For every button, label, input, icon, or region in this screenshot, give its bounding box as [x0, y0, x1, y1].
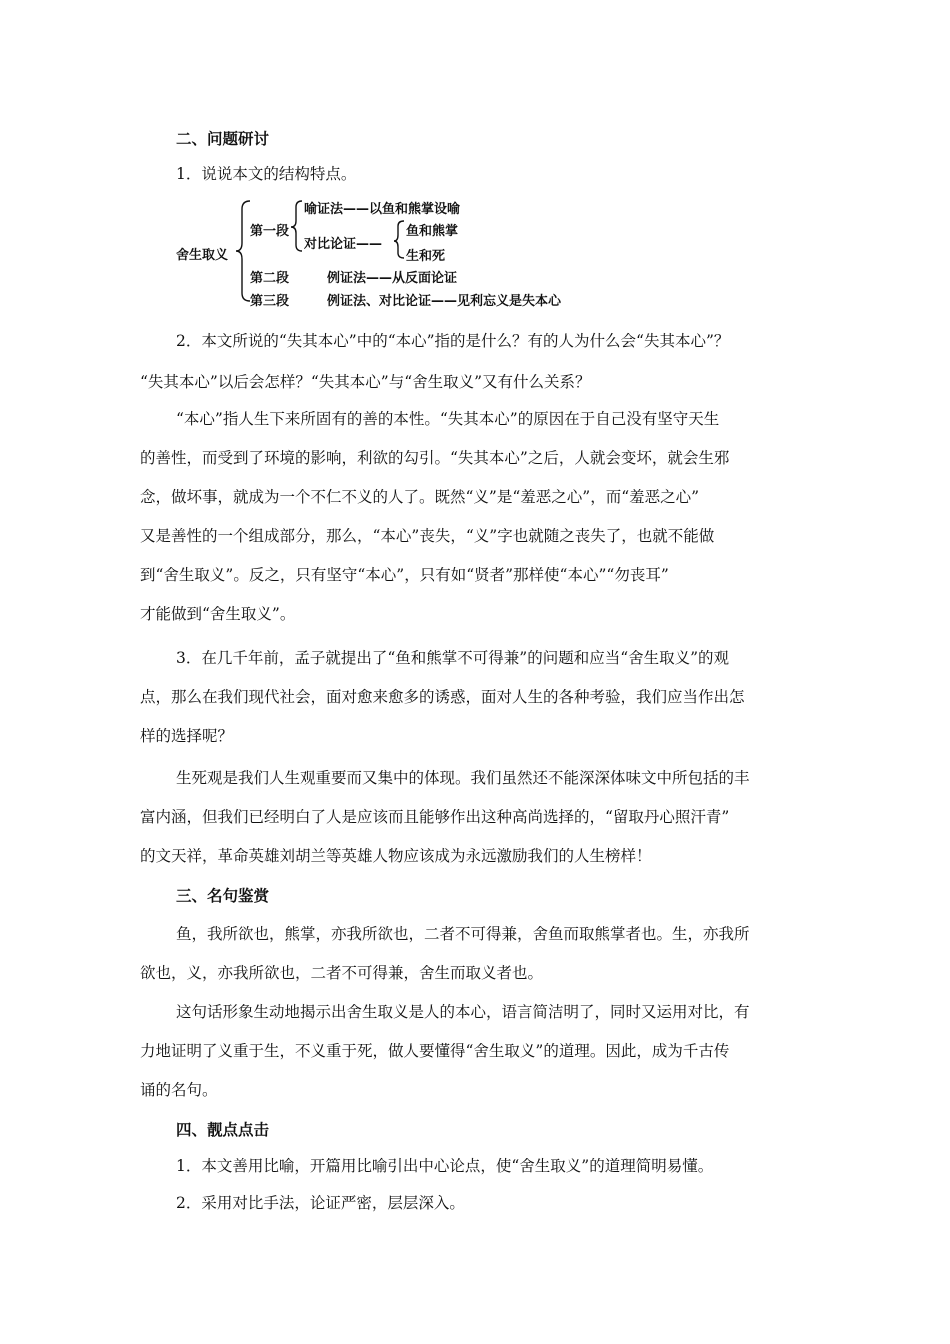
question-3-line: 点，那么在我们现代社会，面对愈来愈多的诱惑，面对人生的各种考验，我们应当作出怎 — [140, 688, 745, 706]
question-3-line: 样的选择呢？ — [140, 727, 234, 745]
structure-diagram — [176, 195, 606, 307]
diagram-para1-b1: 鱼和熊掌 — [406, 224, 459, 239]
question-2-line-2: “失其本心”以后会怎样？“失其本心”与“舍生取义”又有什么关系？ — [140, 373, 591, 391]
section-heading-4: 四、靓点点击 — [176, 1120, 270, 1139]
answer-3-line: 的文天祥，革命英雄刘胡兰等英雄人物应该成为永远激励我们的人生榜样！ — [140, 847, 652, 865]
answer-2-line: 到“舍生取义”。反之，只有坚守“本心”，只有如“贤者”那样使“本心”“勿丧耳” — [140, 566, 669, 584]
diagram-para2: 第二段 — [250, 271, 290, 286]
question-1: 1．说说本文的结构特点。 — [176, 165, 357, 183]
diagram-para3-desc: 例证法、对比论证——见利忘义是失本心 — [327, 294, 562, 309]
answer-3-line: 生死观是我们人生观重要而又集中的体现。我们虽然还不能深深体味文中所包括的丰 — [176, 769, 750, 787]
answer-2-line: 的善性，而受到了环境的影响，利欲的勾引。“失其本心”之后，人就会变坏，就会生邪 — [140, 449, 730, 467]
answer-3-line: 富内涵，但我们已经明白了人是应该而且能够作出这种高尚选择的，“留取丹心照汗青” — [140, 808, 730, 826]
comment-line: 力地证明了义重于生，不义重于死，做人要懂得“舍生取义”的道理。因此，成为千古传 — [140, 1042, 730, 1060]
section-heading-2: 二、问题研讨 — [176, 129, 270, 148]
answer-2-line: 才能做到“舍生取义”。 — [140, 605, 296, 623]
diagram-root: 舍生取义 — [176, 248, 229, 263]
quote-line: 欲也，义，亦我所欲也，二者不可得兼，舍生而取义者也。 — [140, 964, 544, 982]
diagram-para2-desc: 例证法——从反面论证 — [327, 271, 458, 286]
question-3-line: 3．在几千年前，孟子就提出了“鱼和熊掌不可得兼”的问题和应当“舍生取义”的观 — [176, 649, 730, 667]
answer-2-line: 又是善性的一个组成部分，那么，“本心”丧失，“义”字也就随之丧失了，也就不能做 — [140, 527, 715, 545]
point-item: 1．本文善用比喻，开篇用比喻引出中心论点，使“舍生取义”的道理简明易懂。 — [176, 1157, 714, 1175]
diagram-para1-a: 喻证法——以鱼和熊掌设喻 — [304, 202, 461, 217]
answer-2-line: “本心”指人生下来所固有的善的本性。“失其本心”的原因在于自己没有坚守天生 — [176, 410, 720, 428]
comment-line: 诵的名句。 — [140, 1081, 218, 1099]
question-2-line-1: 2．本文所说的“失其本心”中的“本心”指的是什么？有的人为什么会“失其本心”？ — [176, 332, 730, 350]
diagram-para1-b: 对比论证—— — [304, 237, 383, 252]
quote-line: 鱼，我所欲也，熊掌，亦我所欲也，二者不可得兼，舍鱼而取熊掌者也。生，亦我所 — [176, 925, 750, 943]
diagram-para1-b2: 生和死 — [406, 249, 446, 264]
point-item: 2．采用对比手法，论证严密，层层深入。 — [176, 1194, 465, 1212]
section-heading-3: 三、名句鉴赏 — [176, 886, 270, 905]
diagram-para1: 第一段 — [250, 224, 290, 239]
answer-2-line: 念，做坏事，就成为一个不仁不义的人了。既然“义”是“羞恶之心”，而“羞恶之心” — [140, 488, 700, 506]
diagram-para3: 第三段 — [250, 294, 290, 309]
comment-line: 这句话形象生动地揭示出舍生取义是人的本心，语言简洁明了，同时又运用对比，有 — [176, 1003, 750, 1021]
